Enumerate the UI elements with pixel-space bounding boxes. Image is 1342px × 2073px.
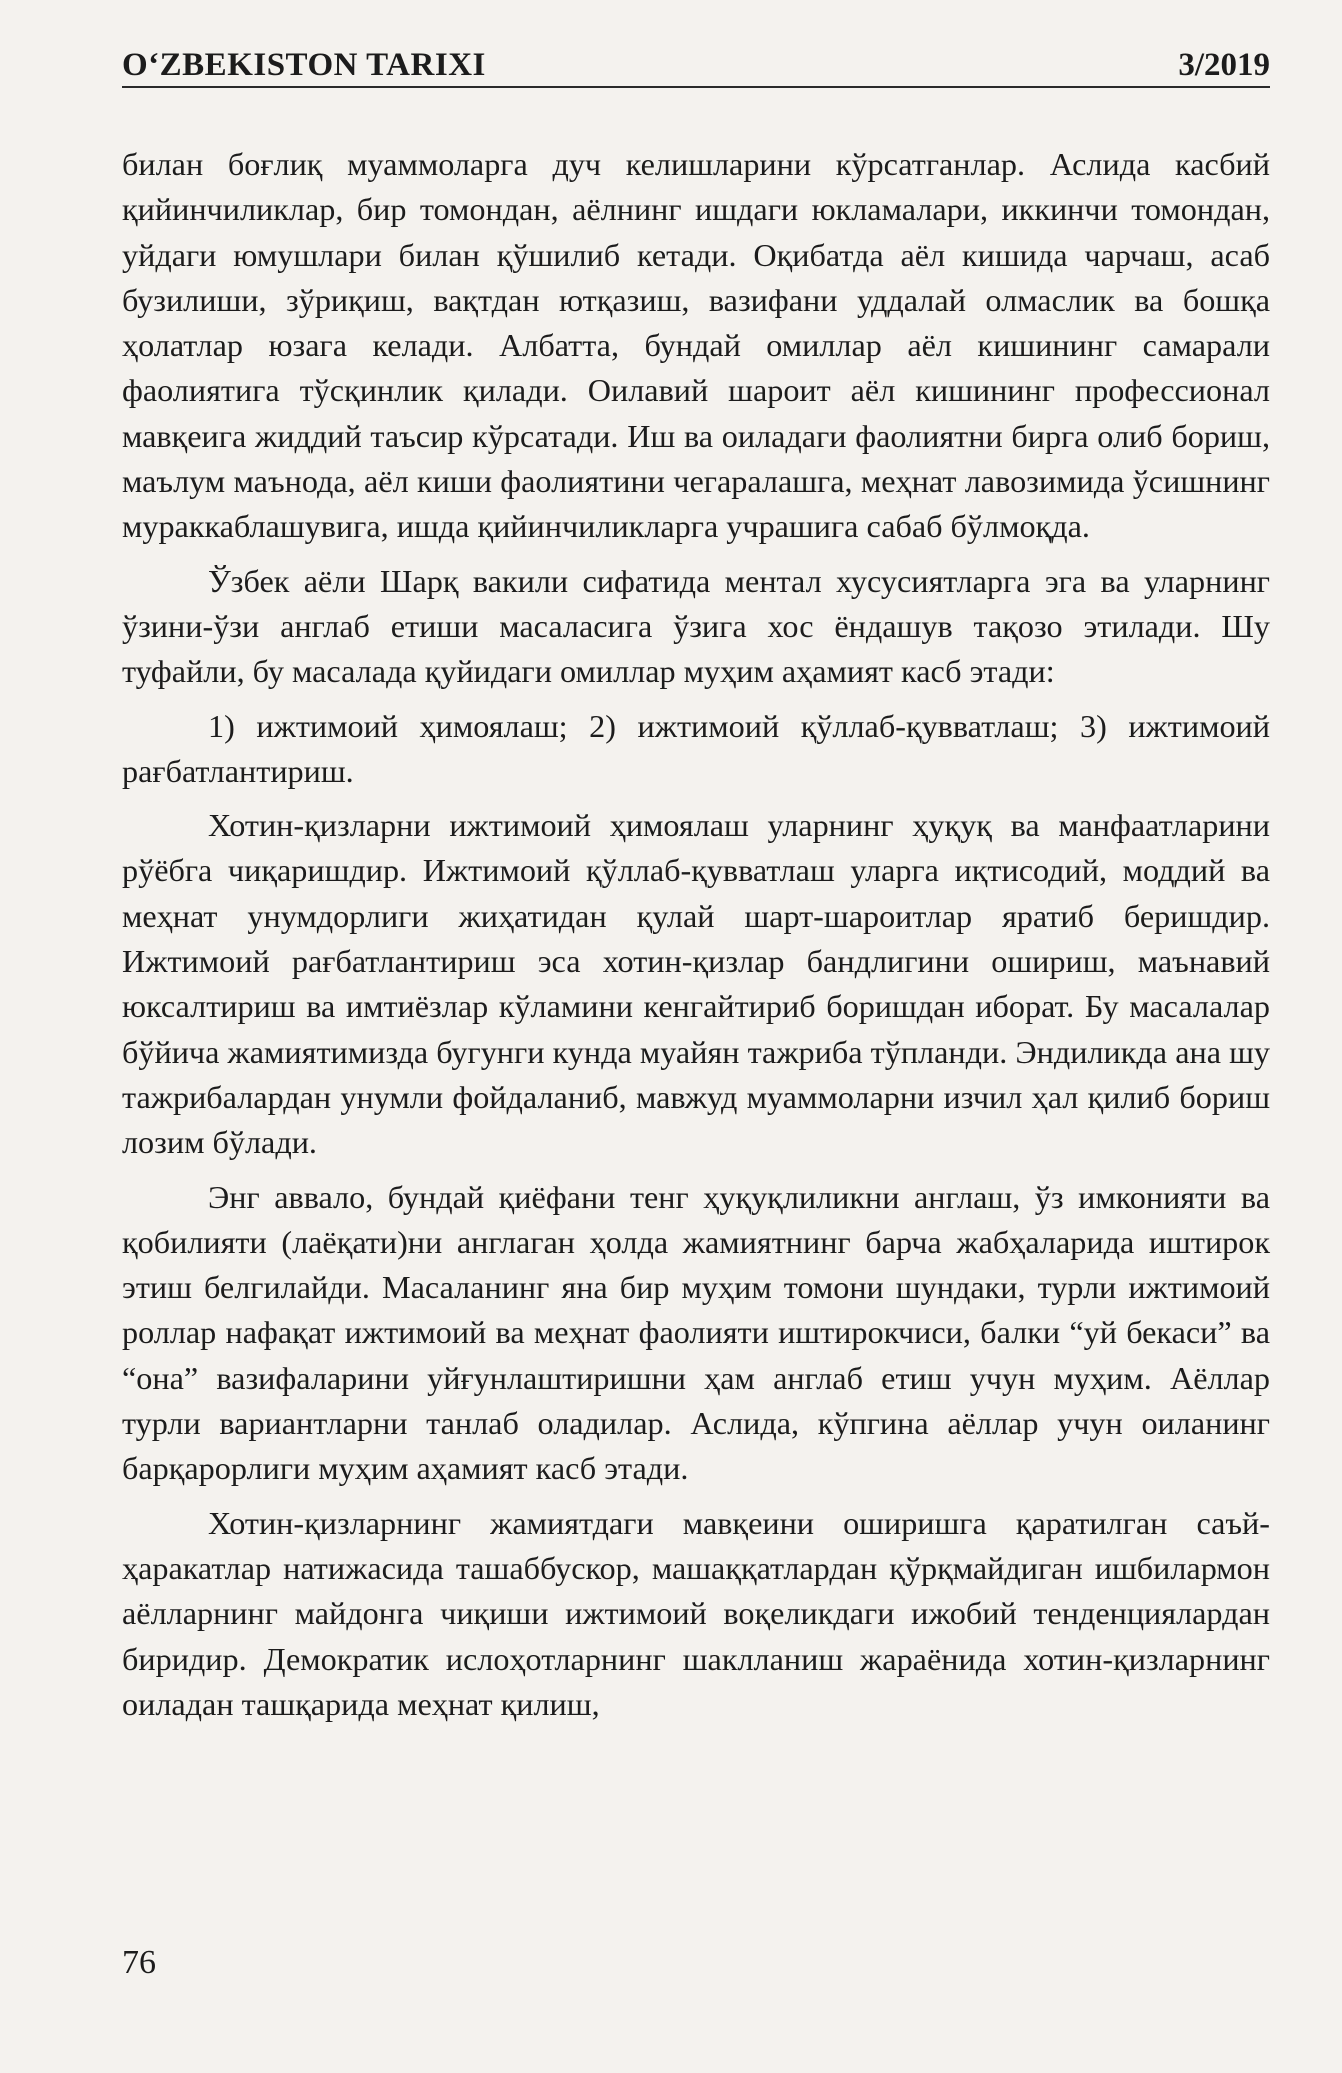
issue-number: 3/2019 xyxy=(1164,47,1270,86)
paragraph: Энг аввало, бундай қиёфани тенг ҳуқуқлиликни англаш, ўз имконияти ва қобилияти (лаёқати)ни англаган ҳолда жамиятнинг барча жабҳаларида иштирок этиш белгилайди. Масаланинг яна бир муҳим томони шундаки, турли ижтимоий роллар нафақат ижтимоий ва меҳнат фаолияти иштирокчиси, балки “уй бекаси” ва “она” вазифаларини уйғунлаштиришни ҳам англаб етиш учун муҳим. Аёллар турли вариантларни танлаб оладилар. Аслида, кўпгина аёллар учун оиланинг барқарорлиги муҳим аҳамият касб этади. xyxy=(122,1178,1270,1487)
running-header xyxy=(122,36,1270,88)
paragraph: Ўзбек аёли Шарқ вакили сифатида ментал хусусиятларга эга ва уларнинг ўзини-ўзи англаб етиши масаласига ўзига хос ёндашув тақозо этилади. Шу туфайли, бу масалада қуйидаги омиллар муҳим аҳамият касб этади: xyxy=(122,562,1270,690)
paragraph: Хотин-қизларни ижтимоий ҳимоялаш уларнинг ҳуқуқ ва манфаатларини рўёбга чиқаришдир. Ижтимоий қўллаб-қувватлаш уларга иқтисодий, моддий ва меҳнат унумдорлиги жиҳатидан қулай шарт-шароитлар яратиб беришдир. Ижтимоий рағбатлантириш эса хотин-қизлар бандлигини ошириш, маънавий юксалтириш ва имтиёзлар кўламини кенгайтириб боришдан иборат. Бу масалалар бўйича жамиятимизда бугунги кунда муайян тажриба тўпланди. Эндиликда ана шу тажрибалардан унумли фойдаланиб, мавжуд муаммоларни изчил ҳал қилиб бориш лозим бўлади. xyxy=(122,807,1270,1161)
paragraph-continued: билан боғлиқ муаммоларга дуч келишларини кўрсатганлар. Аслида касбий қийинчиликлар, бир томондан, аёлнинг ишдаги юкламалари, иккинчи томондан, уйдаги юмушлари билан қўшилиб кетади. Оқибатда аёл кишида чарчаш, асаб бузилиши, зўриқиш, вақтдан ютқазиш, вазифани уддалай олмаслик ва бошқа ҳолатлар юзага келади. Албатта, бундай омиллар аёл кишининг самарали фаолиятига тўсқинлик қилади. Оилавий шароит аёл кишининг профессионал мавқеига жиддий таъсир кўрсатади. Иш ва оиладаги фаолиятни бирга олиб бориш, маълум маънода, аёл киши фаолиятини чегаралашга, меҳнат лавозимида ўсишнинг мураккаблашувига, ишда қийинчиликларга учрашига сабаб бўлмоқда. xyxy=(122,146,1270,545)
paragraph: Хотин-қизларнинг жамиятдаги мавқеини оширишга қаратилган саъй-ҳаракатлар натижасида ташаббускор, машаққатлардан қўрқмайдиган ишбилармон аёлларнинг майдонга чиқиши ижтимоий воқеликдаги ижобий тенденциялардан биридир. Демократик ислоҳотларнинг шаклланиш жараёнида хотин-қизларнинг оиладан ташқарида меҳнат қилиш, xyxy=(122,1504,1270,1722)
article-body xyxy=(122,142,1270,1736)
paragraph-list: 1) ижтимоий ҳимоялаш; 2) ижтимоий қўллаб-қувватлаш; 3) ижтимоий рағбатлантириш. xyxy=(122,707,1270,789)
page-number: 76 xyxy=(122,1944,156,1981)
journal-title: O‘ZBEKISTON TARIXI xyxy=(122,47,500,86)
